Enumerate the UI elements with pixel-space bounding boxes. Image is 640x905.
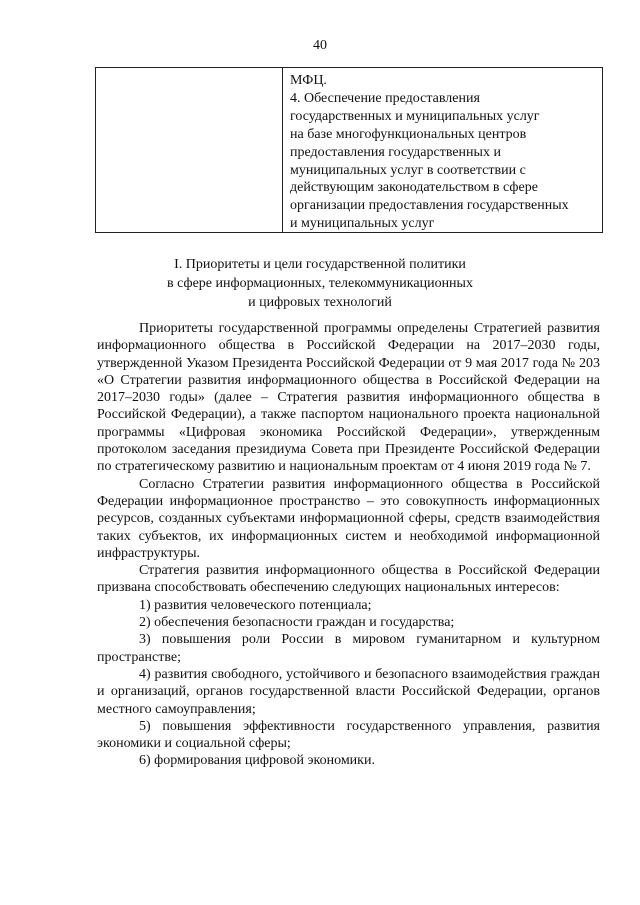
table-line: на базе многофункциональных центров: [290, 126, 527, 142]
table-line: государственных и муниципальных услуг: [290, 108, 540, 124]
paragraph-information-space: Согласно Стратегии развития информационного общества в Российской Федерации информационное пространство – это совокупность информационных ресурсов, созданных субъектами информационной сферы, средств взаимодействия таких субъектов, их информационных систем и необходимой информационной инфраструктуры.: [97, 476, 600, 561]
table-left-cell: [96, 68, 283, 232]
list-item: 1) развития человеческого потенциала;: [139, 597, 372, 613]
table-line: МФЦ.: [290, 73, 327, 88]
table-line: и муниципальных услуг: [290, 216, 435, 232]
heading-line: в сфере информационных, телекоммуникационных: [167, 276, 473, 291]
paragraph-priorities: Приоритеты государственной программы определены Стратегией развития информационного общества в Российской Федерации на 2017–2030 годы, утвержденной Указом Президента Российской Федерации от 9 мая 2017 года № 203 «О Стратегии развития информационного общества в Российской Федерации на 2017–2030 годы» (далее – Стратегия развития информационного общества в Российской Федерации), а также паспортом национального проекта национальной программы «Цифровая экономика Российской Федерации», утвержденным протоколом заседания президиума Совета при Президенте Российской Федерации по стратегическому развитию и национальным проектам от 4 июня 2019 года № 7.: [97, 321, 600, 475]
table-right-cell: [290, 72, 598, 233]
list-item: 6) формирования цифровой экономики.: [139, 753, 375, 769]
page-number: 40: [313, 38, 327, 53]
body-text: [97, 320, 600, 770]
table-line: предоставления государственных и: [290, 144, 501, 160]
continuation-table: [95, 67, 603, 233]
table-line: муниципальных услуг в соответствии с: [290, 162, 526, 178]
list-item: 2) обеспечения безопасности граждан и государства;: [139, 615, 455, 631]
heading-line: и цифровых технологий: [248, 295, 392, 310]
table-line: организации предоставления государственных: [290, 198, 569, 214]
list-item: 5) повышения эффективности государственного управления, развития экономики и социальной сферы;: [97, 718, 600, 752]
heading-line: I. Приоритеты и цели государственной политики: [174, 257, 466, 272]
section-heading: [0, 255, 640, 312]
list-item: 3) повышения роли России в мировом гуманитарном и культурном пространстве;: [97, 632, 600, 665]
table-line: действующим законодательством в сфере: [290, 180, 538, 196]
list-item: 4) развития свободного, устойчивого и безопасного взаимодействия граждан и организаций, органов государственной власти Российской Федерации, органов местного самоуправления;: [97, 666, 600, 717]
table-line: 4. Обеспечение предоставления: [290, 90, 480, 106]
paragraph-national-interests: Стратегия развития информационного общества в Российской Федерации призвана способствовать обеспечению следующих национальных интересов:: [97, 563, 600, 596]
